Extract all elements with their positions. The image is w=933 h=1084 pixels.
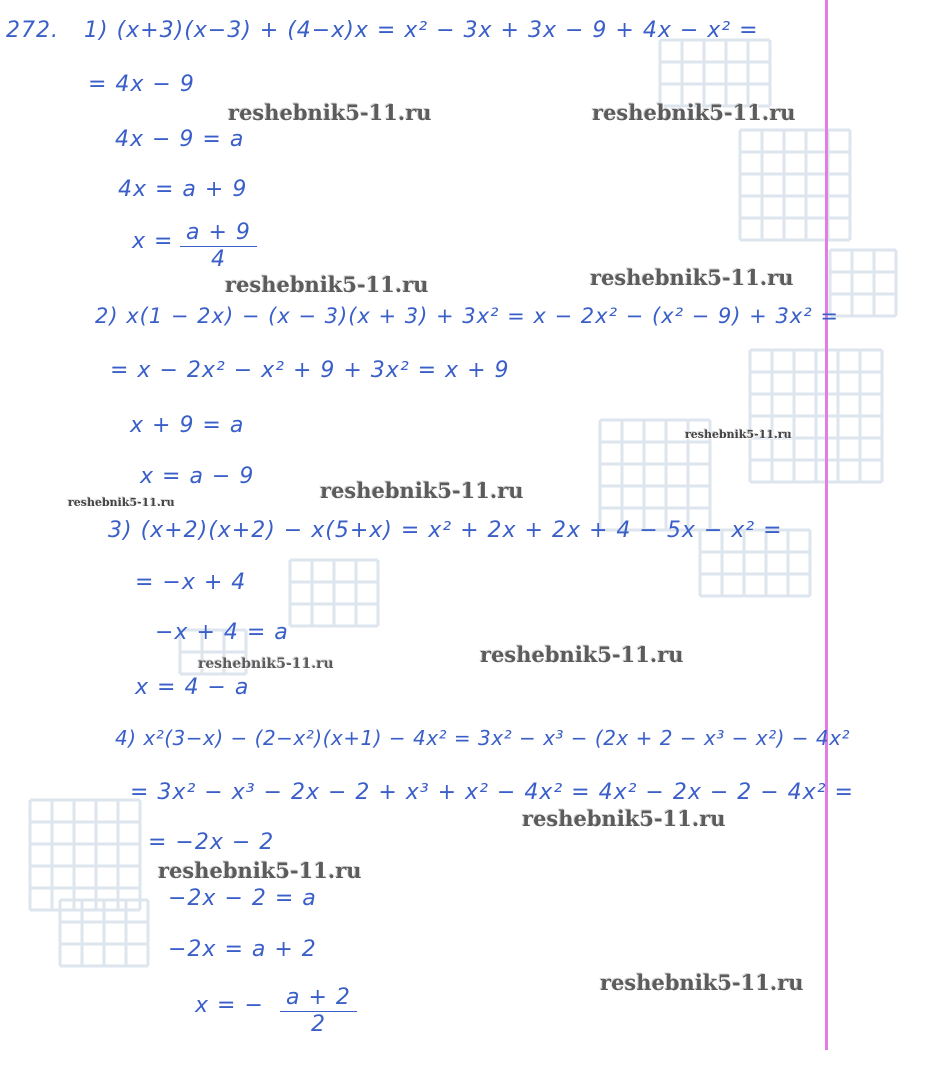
part2-line1: 2) x(1 − 2x) − (x − 3)(x + 3) + 3x² = x − 2x² − (x² − 9) + 3x² =	[95, 304, 839, 328]
part1-line5-lhs: x =	[132, 229, 174, 254]
watermark: reshebnik5-11.ru	[592, 100, 796, 125]
watermark: reshebnik5-11.ru	[600, 970, 804, 995]
part2-line2: = x − 2x² − x² + 9 + 3x² = x + 9	[110, 358, 510, 383]
fraction-numerator: a + 2	[280, 985, 357, 1012]
part1-line3: 4x − 9 = a	[115, 127, 245, 152]
part1-line4: 4x = a + 9	[118, 177, 248, 202]
part4-line5: −2x = a + 2	[168, 937, 317, 962]
part4-line4: −2x − 2 = a	[168, 886, 317, 911]
watermark: reshebnik5-11.ru	[320, 478, 524, 503]
part1-fraction	[180, 220, 257, 273]
part4-line3: = −2x − 2	[148, 830, 275, 855]
problem-number: 272.	[6, 18, 59, 43]
watermark: reshebnik5-11.ru	[158, 858, 362, 883]
watermark: reshebnik5-11.ru	[685, 428, 792, 441]
part3-line2: = −x + 4	[135, 570, 247, 595]
fraction-denominator: 2	[310, 1012, 326, 1037]
watermark: reshebnik5-11.ru	[590, 265, 794, 290]
watermark: reshebnik5-11.ru	[522, 806, 726, 831]
part4-line6-lhs: x = −	[195, 993, 264, 1018]
fraction-numerator: a + 9	[180, 220, 257, 247]
part1-line2: = 4x − 9	[88, 72, 195, 97]
part4-line2: = 3x² − x³ − 2x − 2 + x³ + x² − 4x² = 4x² − 2x − 2 − 4x² =	[130, 780, 854, 805]
watermark: reshebnik5-11.ru	[198, 656, 334, 672]
margin-line	[825, 0, 828, 1050]
watermark: reshebnik5-11.ru	[480, 642, 684, 667]
part4-fraction	[280, 985, 357, 1038]
part1-line1: 1) (x+3)(x−3) + (4−x)x = x² − 3x + 3x − 9 + 4x − x² =	[84, 18, 759, 43]
part2-line4: x = a − 9	[140, 464, 255, 489]
watermark: reshebnik5-11.ru	[225, 272, 429, 297]
watermark: reshebnik5-11.ru	[68, 496, 175, 509]
part2-line3: x + 9 = a	[130, 413, 245, 438]
watermark: reshebnik5-11.ru	[228, 100, 432, 125]
part3-line1: 3) (x+2)(x+2) − x(5+x) = x² + 2x + 2x + 4 − 5x − x² =	[108, 518, 783, 543]
fraction-denominator: 4	[210, 247, 226, 272]
part3-line3: −x + 4 = a	[155, 620, 289, 645]
part3-line4: x = 4 − a	[135, 675, 250, 700]
part4-line1: 4) x²(3−x) − (2−x²)(x+1) − 4x² = 3x² − x³ − (2x + 2 − x³ − x²) − 4x²	[115, 726, 850, 750]
